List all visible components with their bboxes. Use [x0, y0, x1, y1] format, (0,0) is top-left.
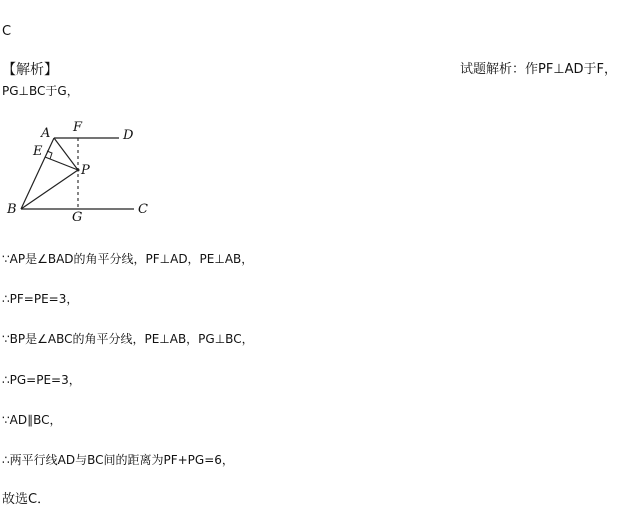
label-c: C	[138, 202, 148, 217]
step-3: ∵BP是∠ABC的角平分线，PE⊥AB，PG⊥BC，	[2, 332, 254, 346]
step-4: ∴PG=PE=3，	[2, 373, 81, 387]
point-p	[77, 169, 80, 172]
label-a: A	[41, 126, 51, 141]
label-b: B	[7, 202, 17, 217]
step-5: ∵AD∥BC，	[2, 413, 62, 427]
intro-continuation: PG⊥BC于G，	[2, 84, 79, 98]
label-g: G	[72, 210, 83, 225]
label-e: E	[33, 144, 43, 159]
step-1: ∵AP是∠BAD的角平分线，PF⊥AD，PE⊥AB，	[2, 252, 254, 266]
step-7-conclusion: 故选C．	[2, 492, 51, 507]
analysis-heading: 【解析】	[2, 62, 58, 78]
label-f: F	[73, 120, 83, 135]
intro-text: 试题解析：作PF⊥AD于F，	[460, 62, 618, 77]
step-6: ∴两平行线AD与BC间的距离为PF+PG=6，	[2, 453, 234, 467]
label-p: P	[81, 163, 90, 178]
step-2: ∴PF=PE=3，	[2, 292, 79, 306]
label-d: D	[123, 128, 134, 143]
answer-text: C	[2, 24, 12, 39]
